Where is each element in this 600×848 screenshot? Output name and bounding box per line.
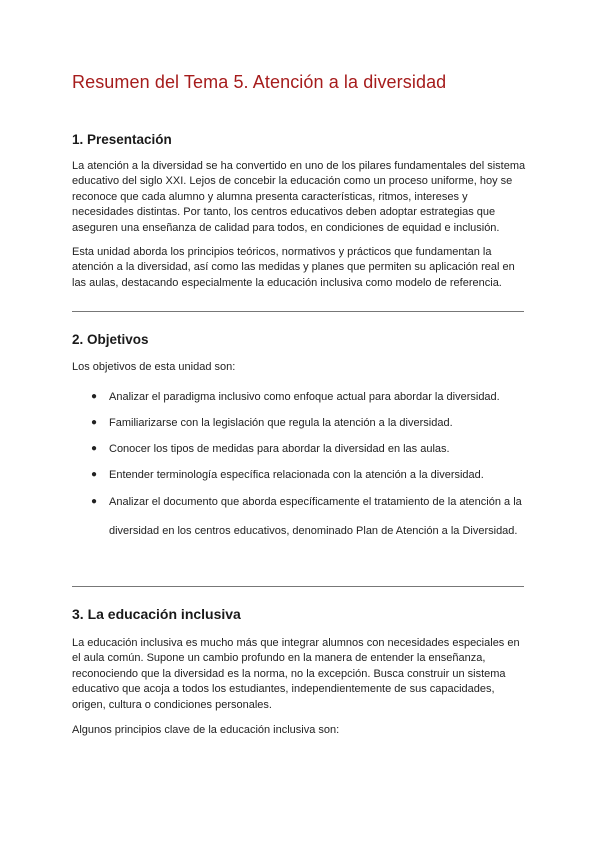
list-item: [72, 436, 528, 462]
list-item-text: Analizar el documento que aborda específicamente el tratamiento de la atención a la diversidad en los centros educativos, denominado Plan de Atención a la Diversidad.: [109, 496, 522, 537]
list-item: [72, 384, 528, 410]
list-item: [72, 410, 528, 436]
bullet-icon: ●: [91, 496, 98, 507]
list-item-text: Analizar el paradigma inclusivo como enfoque actual para abordar la diversidad.: [109, 391, 500, 403]
inclusiva-paragraph-2: Algunos principios clave de la educación inclusiva son:: [72, 724, 340, 736]
section-heading-presentacion: 1. Presentación: [72, 132, 172, 147]
list-item: [72, 488, 528, 545]
bullet-icon: ●: [91, 443, 98, 454]
objetivos-intro: Los objetivos de esta unidad son:: [72, 361, 236, 373]
bullet-icon: ●: [91, 391, 98, 402]
presentacion-paragraph-2: Esta unidad aborda los principios teóricos, normativos y prácticos que fundamentan la atención a la diversidad, así como las medidas y planes que permiten su aplicación real en las aulas, destacando especialmente la educación inclusiva como modelo de referencia.: [72, 246, 515, 289]
bullet-icon: ●: [91, 417, 98, 428]
presentacion-paragraph-1: La atención a la diversidad se ha convertido en uno de los pilares fundamentales del sistema educativo del siglo XXI. Lejos de concebir la educación como un proceso uniforme, hoy se reconoce que cada alumno y alumna presenta características, ritmos, intereses y necesidades distintas. Por tanto, los centros educativos deben adoptar estrategias que aseguren una enseñanza de calidad para todos, en condiciones de equidad e inclusión.: [72, 160, 526, 234]
section-divider: [72, 586, 524, 587]
section-heading-inclusiva: 3. La educación inclusiva: [72, 606, 241, 622]
list-item: [72, 462, 528, 488]
list-item-text: Familiarizarse con la legislación que regula la atención a la diversidad.: [109, 417, 453, 429]
document-title: Resumen del Tema 5. Atención a la diversidad: [72, 72, 447, 92]
bullet-icon: ●: [91, 469, 98, 480]
section-divider: [72, 311, 524, 312]
list-item-text: Entender terminología específica relacionada con la atención a la diversidad.: [109, 469, 484, 481]
section-heading-objetivos: 2. Objetivos: [72, 332, 149, 347]
inclusiva-paragraph-1: La educación inclusiva es mucho más que integrar alumnos con necesidades especiales en el aula común. Supone un cambio profundo en la manera de entender la enseñanza, reconociendo que la diversidad es la norma, no la excepción. Busca construir un sistema educativo que acoja a todos los estudiantes, independientemente de sus capacidades, origen, cultura o condiciones personales.: [72, 637, 520, 711]
list-item-text: Conocer los tipos de medidas para abordar la diversidad en las aulas.: [109, 443, 450, 455]
objetivos-list: [72, 384, 528, 545]
